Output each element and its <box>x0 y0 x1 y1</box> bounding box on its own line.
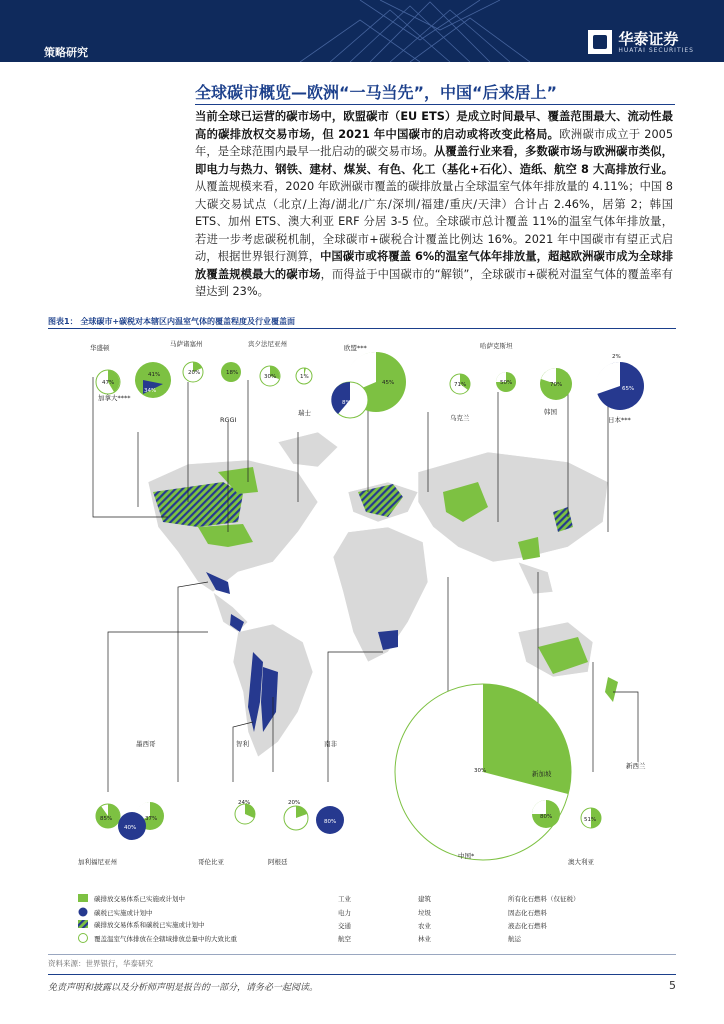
svg-text:65%: 65% <box>622 386 635 392</box>
legend-swatch-share <box>79 934 88 943</box>
label-colombia: 哥伦比亚 <box>198 858 224 866</box>
legend-swatch-both <box>78 920 88 928</box>
para-seg-4: 从覆盖规模来看，2020 年欧洲碳市覆盖的碳排放量占全球温室气体年排放量的 4.11%；中国 8 大碳交易试点（北京/上海/湖北/广东/深圳/福建/重庆/天津）合计占 2.46%，居第 2；韩国 ETS、加州 ETS、澳大利亚 ERF 分居 3-5 位。全球碳市总计覆盖 11%的温室气体年排放量，若进一步考虑碳税机制，全球碳市+碳税合计覆盖比例达 16%。2021 年中国碳市有望正式启动，根据世界银行测算， <box>195 180 673 263</box>
label-argentina: 阿根廷 <box>268 858 288 866</box>
legend-forestry: 林业 <box>418 935 431 943</box>
svg-text:24%: 24% <box>238 800 251 806</box>
svg-text:50%: 50% <box>500 380 513 386</box>
svg-text:2%: 2% <box>612 354 621 360</box>
svg-text:30%: 30% <box>474 768 487 774</box>
legend-ets: 碳排放交易体系已实施或计划中 <box>94 895 185 903</box>
legend-shipping: 航运 <box>508 935 521 943</box>
label-switzerland: 瑞士 <box>298 409 311 417</box>
svg-text:40%: 40% <box>124 825 137 831</box>
svg-text:37%: 37% <box>145 816 158 822</box>
section-tag: 策略研究 <box>44 46 88 59</box>
para-seg-5: 中国碳市或将覆盖 6%的温室气体年排放量，超越欧洲碳市成为全球排放覆盖规模最大的碳市场 <box>195 250 673 281</box>
figure-rule <box>48 328 676 329</box>
carbon-map-figure <box>48 332 676 952</box>
svg-text:51%: 51% <box>584 817 597 823</box>
source-note: 资料来源：世界银行，华泰研究 <box>48 959 153 968</box>
disclaimer: 免责声明和披露以及分析师声明是报告的一部分，请务必一起阅读。 <box>48 983 319 993</box>
figure-caption: 图表1： 全球碳市+碳税对本辖区内温室气体的覆盖程度及行业覆盖面 <box>48 317 296 326</box>
legend-share: 覆盖温室气体排放在全辖域排放总量中的大致比重 <box>94 935 237 943</box>
continents <box>148 432 618 757</box>
label-eu: 欧盟*** <box>344 344 367 352</box>
label-south-africa: 南非 <box>324 740 337 748</box>
brand-logo-icon <box>588 30 612 54</box>
svg-text:34%: 34% <box>144 388 157 394</box>
label-mexico: 墨西哥 <box>136 740 156 748</box>
label-canada: 加拿大**** <box>98 394 131 402</box>
label-newzealand: 新西兰 <box>626 762 646 770</box>
svg-text:70%: 70% <box>550 382 563 388</box>
svg-text:45%: 45% <box>382 380 395 386</box>
label-ukraine: 乌克兰 <box>450 414 470 422</box>
svg-text:71%: 71% <box>454 382 467 388</box>
label-chile: 智利 <box>236 740 249 748</box>
label-california: 加利福尼亚州 <box>78 858 117 866</box>
legend-power: 电力 <box>338 909 351 917</box>
page-number: 5 <box>669 979 676 992</box>
legend-both: 碳排放交易体系和碳税已实施或计划中 <box>94 921 205 929</box>
para-seg-2: 欧洲碳市成立于 2005 年，是全球范围内最早一批启动的碳交易市场。 <box>195 127 674 158</box>
legend-fossil-tax: 所有化石燃料（仅征税） <box>508 895 580 903</box>
legend-industry: 工业 <box>338 895 351 903</box>
world-map <box>48 332 676 952</box>
svg-text:47%: 47% <box>102 380 115 386</box>
page-title: 全球碳市概览—欧洲“一马当先”，中国“后来居上” <box>195 83 558 102</box>
brand <box>588 30 694 54</box>
label-china: 中国* <box>458 852 475 860</box>
svg-text:30%: 30% <box>264 374 277 380</box>
label-korea: 韩国 <box>544 408 557 416</box>
legend-building: 建筑 <box>418 895 431 903</box>
svg-text:80%: 80% <box>324 819 337 825</box>
legend-transport: 交通 <box>338 922 351 930</box>
label-australia: 澳大利亚 <box>568 858 594 866</box>
disclaimer-rule <box>48 974 676 975</box>
para-seg-1: 当前全球已运营的碳市场中，欧盟碳市（EU ETS）是成立时间最早、覆盖范围最大、流动性最高的碳排放权交易市场，但 2021 年中国碳市的启动或将改变此格局。 <box>195 110 673 141</box>
header-banner <box>0 0 724 62</box>
para-seg-6: ，而得益于中国碳市的“解锁”，全球碳市+碳税对温室气体的覆盖率有望达到 23%。 <box>195 267 673 298</box>
svg-text:41%: 41% <box>148 372 161 378</box>
svg-text:8%: 8% <box>342 400 351 406</box>
body-paragraph <box>195 108 673 301</box>
brand-name-en: HUATAI SECURITIES <box>618 46 694 54</box>
label-kazakhstan: 哈萨克斯坦 <box>480 342 513 350</box>
legend-waste: 垃圾 <box>418 909 431 917</box>
svg-text:85%: 85% <box>100 816 113 822</box>
label-singapore: 新加坡 <box>532 770 552 778</box>
svg-text:1%: 1% <box>300 374 309 380</box>
legend-swatch-tax <box>79 908 88 917</box>
svg-text:20%: 20% <box>288 800 301 806</box>
label-washington: 华盛顿 <box>90 344 110 352</box>
brand-name: 华泰证券 <box>618 29 679 48</box>
svg-text:20%: 20% <box>188 370 201 376</box>
legend <box>78 894 580 943</box>
label-pennsylvania: 宾夕法尼亚州 <box>248 340 287 348</box>
source-rule <box>48 954 676 955</box>
label-massachusetts: 马萨诸塞州 <box>170 340 203 348</box>
legend-agriculture: 农业 <box>418 922 431 930</box>
legend-aviation: 航空 <box>338 935 351 943</box>
svg-text:18%: 18% <box>226 370 239 376</box>
legend-solid-fossil: 固态化石燃料 <box>508 909 547 917</box>
legend-swatch-ets <box>78 894 88 902</box>
legend-liquid-fossil: 液态化石燃料 <box>508 922 547 930</box>
svg-text:80%: 80% <box>540 814 553 820</box>
label-rggi: RGGI <box>220 416 237 424</box>
legend-tax: 碳税已实施或计划中 <box>94 909 153 917</box>
title-rule <box>195 104 675 105</box>
para-seg-3: 从覆盖行业来看，多数碳市场与欧洲碳市类似，即电力与热力、钢铁、建材、煤炭、有色、化工（基化+石化）、造纸、航空 8 大高排放行业。 <box>195 145 673 176</box>
label-japan: 日本*** <box>608 416 631 424</box>
